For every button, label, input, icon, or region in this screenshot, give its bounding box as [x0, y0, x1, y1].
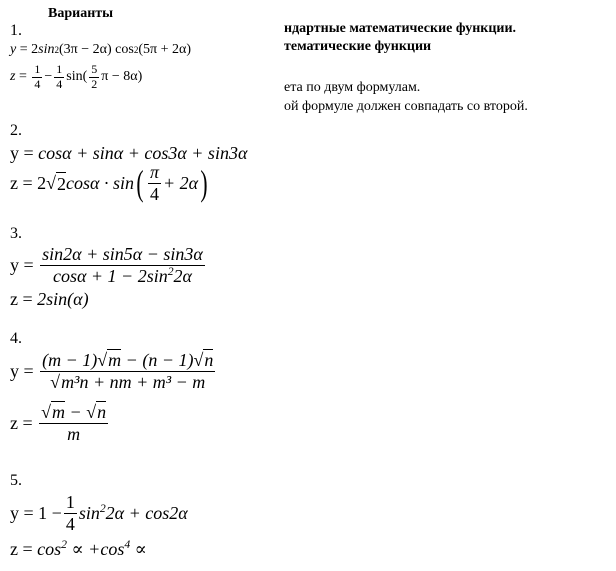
variants-title: Варианты	[48, 6, 114, 21]
fraction: $\frac{\sin 2\alpha + \sin 5\alpha - \sin 3\alpha}{\cos\alpha + 1 - 2\sin^22\alpha}$	[42, 244, 203, 286]
formula-y: y = $\frac{\sin 2\alpha + \sin 5\alpha - \sin 3\alpha}{\cos\alpha + 1 - 2\sin^22\alpha}$	[10, 244, 203, 286]
bg-heading-1: ндартные математические функции.	[284, 21, 517, 36]
variant-number: 5.	[10, 472, 22, 489]
formula-y: y = cosα + sinα + cos3α + sin3α	[10, 143, 248, 163]
formula-y: y = 1 − $\frac{1}{4}$ $\sin^22\alpha + \cos 2\alpha$	[10, 492, 188, 534]
bg-text-2: ой формуле должен совпадать со второй.	[284, 99, 528, 114]
variant-number: 3.	[10, 225, 22, 242]
formula-z: z = $\cos^2 \propto +\cos^4$ ∝	[10, 538, 147, 559]
formula-z: z = $\frac{√m - √n}{m}$	[10, 402, 107, 444]
variant-number: 2.	[10, 122, 22, 139]
fraction: $\frac{5}{2}$	[91, 62, 98, 91]
fraction: $\frac{1}{4}$	[56, 62, 63, 91]
formula-z: z = $\frac{1}{4}$ − $\frac{1}{4}$ sin( $\frac{5}{2}$ π − 8α)	[10, 62, 143, 91]
fraction: $\frac{√m - √n}{m}$	[41, 402, 107, 444]
fraction: $\frac{1}{4}$	[34, 62, 41, 91]
bg-heading-2: тематические функции	[284, 39, 432, 54]
formula-z: z = 2sin(α)	[10, 289, 89, 309]
variant-number: 4.	[10, 330, 22, 347]
formula-y: y = 2 sin 2 (3π − 2α) cos 2 (5π + 2α)	[10, 42, 191, 57]
formula-z: z = 2√ 2 cosα · sin ( $\frac{\pi}{4}$ + 2α )	[10, 162, 208, 204]
variant-number: 1.	[10, 22, 22, 39]
fraction: $\frac{(m - 1)√m - (n - 1)√n}{\text{√m³n + nm + m³ − m}}$	[42, 350, 214, 392]
bg-text-1: ета по двум формулам.	[284, 80, 421, 95]
fraction: $\frac{1}{4}$	[65, 492, 75, 534]
fraction: $\frac{\pi}{4}$	[150, 162, 160, 204]
formula-y: y = $\frac{(m - 1)√m - (n - 1)√n}{\text{√m³n + nm + m³ − m}}$	[10, 350, 214, 392]
